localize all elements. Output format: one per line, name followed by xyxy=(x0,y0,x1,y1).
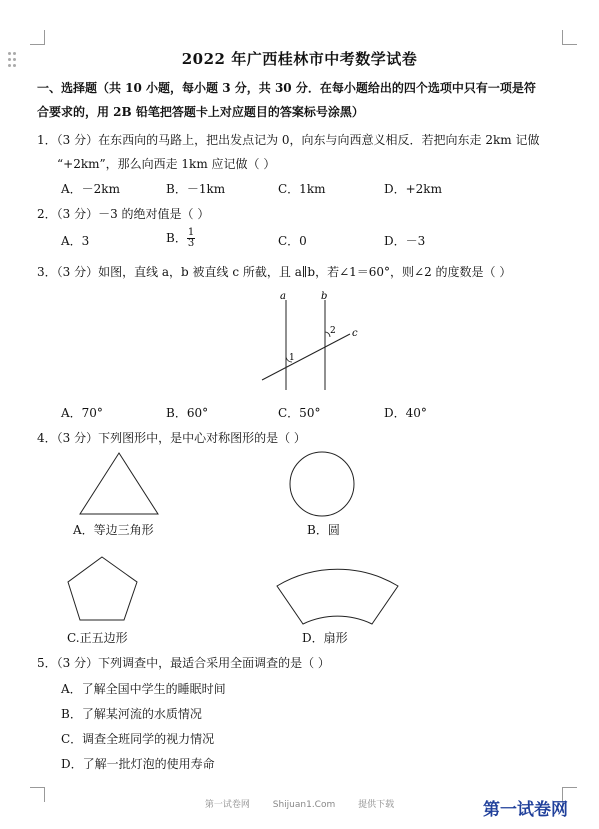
footer-site-name: 第一试卷网 xyxy=(204,800,250,810)
q2-option-c[interactable]: C．0 xyxy=(278,234,307,248)
line-c xyxy=(262,334,350,380)
brand-logo-text: 第一试卷网 xyxy=(483,800,568,820)
regular-pentagon-figure xyxy=(67,556,139,622)
section-heading-line-2: 合要求的，用 2B 铅笔把答题卡上对应题目的答案标号涂黑） xyxy=(37,105,364,119)
q5-option-b[interactable]: B．了解某河流的水质情况 xyxy=(61,707,202,721)
q1-option-c[interactable]: C．1km xyxy=(278,182,326,196)
question-1-line-1: 1．（3 分）在东西向的马路上，把出发点记为 0，向东与向西意义相反．若把向东走 2km 记做 xyxy=(37,133,540,147)
q4-option-c[interactable]: C.正五边形 xyxy=(67,631,128,645)
label-a: a xyxy=(280,291,286,302)
footer-download-text: 提供下载 xyxy=(358,800,395,810)
q5-option-d[interactable]: D．了解一批灯泡的使用寿命 xyxy=(61,757,215,771)
crop-mark-top-left xyxy=(30,30,45,45)
question-4-line-1: 4．（3 分）下列图形中，是中心对称图形的是（ ） xyxy=(37,431,306,445)
footer-site-url: Shijuan1.Com xyxy=(272,800,336,810)
q3-option-a[interactable]: A．70° xyxy=(61,406,103,420)
q1-option-b[interactable]: B．－1km xyxy=(166,182,226,196)
q2-option-b[interactable] xyxy=(166,228,195,249)
q5-option-a[interactable]: A．了解全国中学生的睡眠时间 xyxy=(61,682,226,696)
q4-option-a[interactable]: A．等边三角形 xyxy=(73,523,154,537)
label-angle-1: 1 xyxy=(289,353,295,363)
q4-option-d[interactable]: D．扇形 xyxy=(302,631,348,645)
question-2-line-1: 2．（3 分）－3 的绝对值是（ ） xyxy=(37,207,210,221)
fraction-numerator: 1 xyxy=(187,227,195,238)
question-1-line-2: “+2km”，那么向西走 1km 应记做（ ） xyxy=(57,157,276,171)
q1-option-a[interactable]: A．－2km xyxy=(61,182,120,196)
sector-figure xyxy=(276,568,400,626)
q2-option-d[interactable]: D．－3 xyxy=(384,234,426,248)
q1-option-d[interactable]: D．+2km xyxy=(384,182,442,196)
equilateral-triangle-figure xyxy=(78,452,160,516)
q2-option-a[interactable]: A．3 xyxy=(61,234,90,248)
section-heading-line-1: 一、选择题（共 10 小题，每小题 3 分，共 30 分．在每小题给出的四个选项中只有一项是符 xyxy=(37,81,536,95)
label-angle-2: 2 xyxy=(330,326,336,336)
label-c: c xyxy=(352,328,358,339)
fraction-denominator: 3 xyxy=(187,238,195,249)
circle-figure xyxy=(288,450,356,518)
label-b: b xyxy=(321,291,328,302)
fraction-one-third xyxy=(187,228,195,249)
q4-option-b[interactable]: B．圆 xyxy=(307,523,340,537)
page-title: 2022 年广西桂林市中考数学试卷 xyxy=(181,50,418,68)
q5-option-c[interactable]: C．调查全班同学的视力情况 xyxy=(61,732,215,746)
question-5-line-1: 5．（3 分）下列调查中，最适合采用全面调查的是（ ） xyxy=(37,656,330,670)
q3-option-b[interactable]: B．60° xyxy=(166,406,209,420)
question-3-line-1: 3．（3 分）如图，直线 a，b 被直线 c 所截，且 a∥b，若∠1＝60°，则∠2 的度数是（ ） xyxy=(37,265,512,279)
q3-option-c[interactable]: C．50° xyxy=(278,406,321,420)
parallel-lines-figure xyxy=(250,290,370,390)
crop-mark-top-right xyxy=(562,30,577,45)
q2-option-b-label: B． xyxy=(166,231,187,245)
q3-option-d[interactable]: D．40° xyxy=(384,406,427,420)
